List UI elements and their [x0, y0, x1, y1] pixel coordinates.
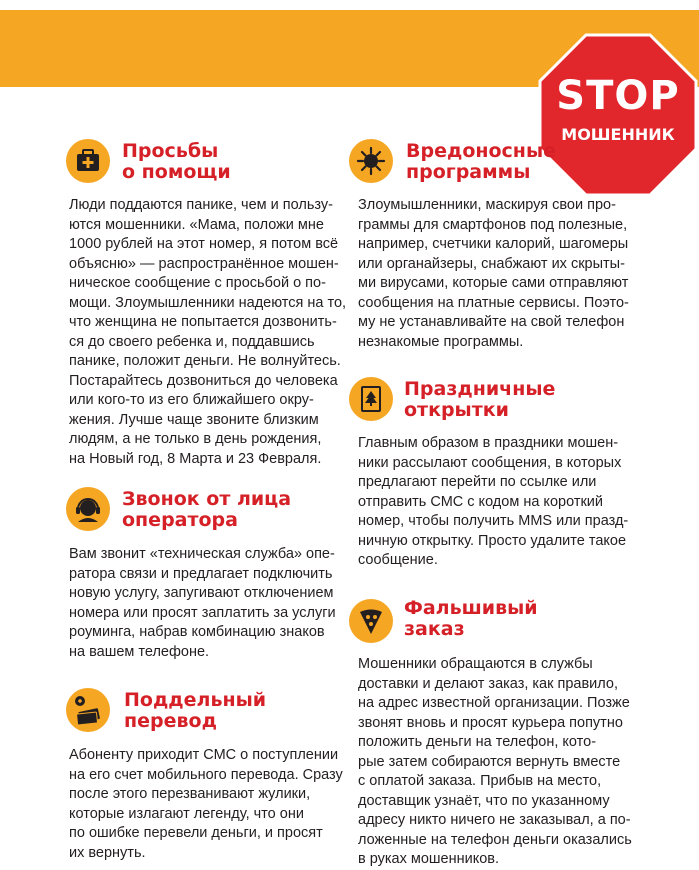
section-title-fake-transfer: Поддельный перевод [124, 689, 267, 732]
text-line: отправить СМС с кодом на короткий [358, 493, 603, 510]
section-title-operator-call: Звонок от лица оператора [122, 488, 292, 531]
section-title-malware: Вредоносные программы [406, 140, 557, 183]
text-line: ся до своего ребенка и, поддавшись [69, 333, 315, 350]
text-line: Люди поддаются панике, чем и пользу- [69, 197, 333, 213]
text-line: номера или просят заплатить за услуги [69, 604, 336, 621]
text-line: ложенные на телефон деньги оказались [358, 831, 632, 848]
text-line: на вашем телефоне. [69, 643, 210, 660]
stop-word: STOP [556, 73, 680, 119]
text-line: жения. Лучше чаще звоните близким [69, 411, 319, 428]
text-line: Постарайтесь дозвониться до человека [69, 372, 338, 389]
text-line: после этого перезванивают жулики, [69, 786, 311, 802]
section-text-help-request [69, 196, 346, 469]
text-line: Вам звонит «техническая служба» опе- [69, 546, 335, 562]
section-text-fake-order [358, 655, 632, 870]
text-line: с оплатой заказа. Прибыв на место, [358, 773, 602, 789]
text-line: номер, чтобы получить MMS или празд- [358, 513, 629, 529]
text-line: 1000 рублей на этот номер, я потом всё [69, 236, 339, 252]
text-line: ническое сообщение с просьбой о по- [69, 275, 326, 291]
section-text-malware [358, 196, 629, 352]
text-line: ми вирусами, которые сами отправляют [358, 275, 629, 291]
first-aid-kit-icon [66, 139, 110, 183]
text-line: доставщик узнаёт, что по указанному [358, 792, 610, 809]
text-line: сообщение. [358, 552, 438, 568]
text-line: людям, а не только в день рождения, [69, 431, 322, 447]
text-line: Мошенники обращаются в службы [358, 656, 593, 672]
text-line: объясню» — распространённое мошен- [69, 255, 339, 272]
text-line: ничную открытку. Просто удалите такое [358, 532, 627, 549]
text-line: предлагают перейти по ссылке или [358, 474, 597, 490]
text-line: на его счет мобильного перевода. Сразу [69, 766, 343, 783]
text-line: что женщина не попытается дозвонить- [69, 314, 337, 330]
text-line: или органайзеры, снабжают их скрыты- [358, 255, 625, 272]
text-line: панике, положит деньги. Не волнуйтесь. [69, 353, 341, 369]
text-line: му не устанавливайте на свой телефон [358, 314, 625, 330]
text-line: мощи. Злоумышленники надеются на то, [69, 294, 347, 311]
text-line: граммы для смартфонов под полезные, [358, 216, 628, 233]
text-line: или кого-то из его ближайшего окру- [69, 392, 314, 408]
section-text-operator-call [69, 545, 336, 662]
pizza-slice-icon [349, 599, 393, 643]
text-line: рые затем собираются вернуть вместе [358, 753, 621, 770]
money-transfer-icon [66, 688, 110, 732]
text-line: сообщения на платные сервисы. Поэто- [358, 294, 629, 311]
text-line: в руках мошенников. [358, 851, 500, 867]
stop-label: МОШЕННИК [561, 125, 675, 144]
text-line: ратора связи и предлагает подключить [69, 565, 333, 582]
text-line: положить деньги на телефон, кото- [358, 734, 597, 750]
text-line: ники рассылают сообщения, в которых [358, 454, 622, 471]
text-line: доставки и делают заказ, как правило, [358, 675, 618, 692]
text-line: Главным образом в праздники мошен- [358, 435, 619, 451]
section-text-holiday-cards [358, 434, 628, 571]
text-line: незнакомые программы. [358, 333, 524, 350]
stop-sign-badge [538, 33, 698, 197]
postcard-tree-icon [349, 377, 393, 421]
text-line: адресу никто ничего не заказывал, а по- [358, 812, 631, 828]
text-line: новую услугу, запугивают отключением [69, 585, 334, 601]
operator-headset-icon [66, 487, 110, 531]
text-line: их вернуть. [69, 844, 146, 861]
virus-icon [349, 139, 393, 183]
section-title-help-request: Просьбы о помощи [122, 140, 231, 183]
text-line: по ошибке перевели деньги, и просят [69, 825, 323, 841]
text-line: Абоненту приходит СМС о поступлении [69, 747, 339, 763]
text-line: ются мошенники. «Мама, положи мне [69, 216, 324, 233]
text-line: Злоумышленники, маскируя свои про- [358, 197, 616, 213]
text-line: на адрес известной организации. Позже [358, 695, 630, 711]
section-title-fake-order: Фальшивый заказ [404, 597, 538, 640]
text-line: например, счетчики калорий, шагомеры [358, 236, 629, 252]
text-line: звонят вновь и просят курьера попутно [358, 714, 623, 731]
text-line: на Новый год, 8 Марта и 23 Февраля. [69, 450, 322, 467]
section-title-holiday-cards: Праздничные открытки [404, 378, 556, 421]
section-text-fake-transfer [69, 746, 343, 863]
text-line: роуминга, набрав комбинацию знаков [69, 624, 325, 640]
text-line: которые излагают легенду, что они [69, 805, 304, 822]
